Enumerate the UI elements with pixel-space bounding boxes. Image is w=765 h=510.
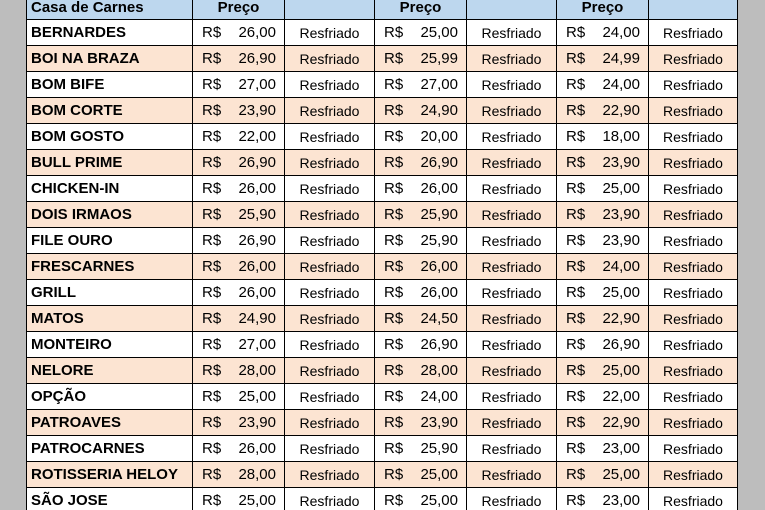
currency-symbol: R$ [566,258,586,275]
status-cell-3[interactable]: Resfriado [649,176,738,202]
status-cell-3[interactable]: Resfriado [649,150,738,176]
store-name-cell[interactable]: BERNARDES [27,20,193,46]
table-row [27,228,738,254]
price-value: 23,90 [238,414,276,431]
header-blank-1 [285,0,375,20]
currency-symbol: R$ [202,180,222,197]
header-preco-2: Preço [375,0,467,20]
status-cell-1[interactable]: Resfriado [285,176,375,202]
status-cell-2[interactable]: Resfriado [467,384,557,410]
price-cell-3[interactable] [557,488,649,510]
currency-symbol: R$ [202,206,222,223]
currency-symbol: R$ [202,466,222,483]
price-cell-3[interactable] [557,228,649,254]
currency-symbol: R$ [202,414,222,431]
status-cell-2[interactable]: Resfriado [467,488,557,510]
currency-symbol: R$ [566,440,586,457]
store-name-cell[interactable]: MATOS [27,306,193,332]
price-cell-1[interactable] [193,72,285,98]
price-value: 26,90 [420,154,458,171]
currency-symbol: R$ [566,102,586,119]
status-cell-2[interactable]: Resfriado [467,46,557,72]
price-value: 22,00 [602,388,640,405]
price-value: 25,00 [238,492,276,509]
price-table [26,0,738,510]
currency-symbol: R$ [566,24,586,41]
status-cell-2[interactable]: Resfriado [467,436,557,462]
store-name-cell[interactable]: BOM GOSTO [27,124,193,150]
status-cell-3[interactable]: Resfriado [649,410,738,436]
header-preco-1: Preço [193,0,285,20]
price-value: 26,90 [420,336,458,353]
header-blank-2 [467,0,557,20]
status-cell-3[interactable]: Resfriado [649,462,738,488]
price-cell-2[interactable] [375,72,467,98]
price-value: 23,00 [602,492,640,509]
price-value: 25,90 [420,440,458,457]
currency-symbol: R$ [566,388,586,405]
price-value: 25,99 [420,50,458,67]
currency-symbol: R$ [566,310,586,327]
price-cell-3[interactable] [557,280,649,306]
store-name-cell[interactable]: BOM BIFE [27,72,193,98]
price-cell-3[interactable] [557,72,649,98]
price-cell-2[interactable] [375,46,467,72]
price-value: 24,90 [420,102,458,119]
price-cell-1[interactable] [193,98,285,124]
status-cell-3[interactable]: Resfriado [649,72,738,98]
store-name-cell[interactable]: SÃO JOSE [27,488,193,510]
price-cell-3[interactable] [557,332,649,358]
status-cell-1[interactable]: Resfriado [285,72,375,98]
currency-symbol: R$ [384,388,404,405]
price-value: 26,90 [238,50,276,67]
price-value: 27,00 [238,76,276,93]
status-cell-2[interactable]: Resfriado [467,306,557,332]
price-cell-1[interactable] [193,20,285,46]
status-cell-2[interactable]: Resfriado [467,72,557,98]
price-value: 23,90 [602,206,640,223]
currency-symbol: R$ [384,414,404,431]
header-casa-de-carnes: Casa de Carnes [27,0,193,20]
price-value: 25,00 [420,466,458,483]
store-name-cell[interactable]: CHICKEN-IN [27,176,193,202]
price-value: 26,00 [420,284,458,301]
status-cell-2[interactable]: Resfriado [467,98,557,124]
price-cell-1[interactable] [193,488,285,510]
price-value: 26,00 [420,258,458,275]
store-name-cell[interactable]: ROTISSERIA HELOY [27,462,193,488]
status-cell-3[interactable]: Resfriado [649,228,738,254]
price-cell-3[interactable] [557,358,649,384]
price-value: 25,00 [420,492,458,509]
header-row [27,0,738,20]
store-name-cell[interactable]: BOM CORTE [27,98,193,124]
price-cell-3[interactable] [557,98,649,124]
table-row [27,98,738,124]
status-cell-2[interactable]: Resfriado [467,332,557,358]
currency-symbol: R$ [384,206,404,223]
table-row [27,306,738,332]
currency-symbol: R$ [202,76,222,93]
currency-symbol: R$ [384,50,404,67]
price-value: 23,90 [602,232,640,249]
price-cell-3[interactable] [557,254,649,280]
currency-symbol: R$ [566,180,586,197]
price-value: 26,00 [238,440,276,457]
status-cell-3[interactable]: Resfriado [649,332,738,358]
price-cell-3[interactable] [557,124,649,150]
price-value: 27,00 [238,336,276,353]
currency-symbol: R$ [202,154,222,171]
price-cell-2[interactable] [375,384,467,410]
status-cell-2[interactable]: Resfriado [467,358,557,384]
table-row [27,358,738,384]
status-cell-1[interactable]: Resfriado [285,306,375,332]
price-value: 22,90 [602,102,640,119]
status-cell-3[interactable]: Resfriado [649,98,738,124]
price-cell-1[interactable] [193,358,285,384]
currency-symbol: R$ [384,24,404,41]
store-name-cell[interactable]: PATROAVES [27,410,193,436]
price-cell-2[interactable] [375,124,467,150]
price-cell-2[interactable] [375,20,467,46]
price-value: 18,00 [602,128,640,145]
status-cell-2[interactable]: Resfriado [467,254,557,280]
price-value: 26,90 [602,336,640,353]
status-cell-3[interactable]: Resfriado [649,358,738,384]
status-cell-2[interactable]: Resfriado [467,462,557,488]
price-cell-1[interactable] [193,410,285,436]
currency-symbol: R$ [384,258,404,275]
price-value: 22,00 [238,128,276,145]
status-cell-2[interactable]: Resfriado [467,124,557,150]
store-name-cell[interactable]: MONTEIRO [27,332,193,358]
currency-symbol: R$ [566,284,586,301]
currency-symbol: R$ [566,466,586,483]
status-cell-1[interactable]: Resfriado [285,280,375,306]
price-cell-1[interactable] [193,254,285,280]
status-cell-2[interactable]: Resfriado [467,150,557,176]
status-cell-1[interactable]: Resfriado [285,436,375,462]
price-cell-2[interactable] [375,488,467,510]
price-value: 27,00 [420,76,458,93]
currency-symbol: R$ [202,102,222,119]
price-cell-3[interactable] [557,20,649,46]
status-cell-1[interactable]: Resfriado [285,384,375,410]
currency-symbol: R$ [384,180,404,197]
currency-symbol: R$ [202,232,222,249]
currency-symbol: R$ [384,310,404,327]
price-cell-3[interactable] [557,202,649,228]
price-cell-2[interactable] [375,254,467,280]
price-cell-3[interactable] [557,384,649,410]
price-cell-1[interactable] [193,228,285,254]
currency-symbol: R$ [384,466,404,483]
price-cell-1[interactable] [193,436,285,462]
currency-symbol: R$ [202,492,222,509]
price-value: 25,00 [238,388,276,405]
price-value: 26,90 [238,232,276,249]
store-name-cell[interactable]: NELORE [27,358,193,384]
currency-symbol: R$ [384,336,404,353]
table-body [27,20,738,510]
price-value: 25,90 [420,206,458,223]
currency-symbol: R$ [384,362,404,379]
price-value: 25,90 [420,232,458,249]
price-value: 24,90 [238,310,276,327]
status-cell-1[interactable]: Resfriado [285,462,375,488]
currency-symbol: R$ [384,284,404,301]
price-cell-3[interactable] [557,46,649,72]
price-value: 26,00 [238,258,276,275]
currency-symbol: R$ [202,258,222,275]
status-cell-3[interactable]: Resfriado [649,124,738,150]
status-cell-2[interactable]: Resfriado [467,228,557,254]
table-row [27,254,738,280]
currency-symbol: R$ [566,128,586,145]
table-row [27,410,738,436]
table-row [27,488,738,510]
currency-symbol: R$ [384,128,404,145]
currency-symbol: R$ [566,336,586,353]
currency-symbol: R$ [566,154,586,171]
table-row [27,202,738,228]
status-cell-1[interactable]: Resfriado [285,358,375,384]
currency-symbol: R$ [566,206,586,223]
price-cell-1[interactable] [193,280,285,306]
price-value: 23,90 [420,414,458,431]
price-cell-2[interactable] [375,462,467,488]
price-value: 28,00 [420,362,458,379]
price-cell-2[interactable] [375,436,467,462]
store-name-cell[interactable]: PATROCARNES [27,436,193,462]
price-value: 25,90 [238,206,276,223]
price-cell-1[interactable] [193,202,285,228]
price-value: 23,00 [602,440,640,457]
price-cell-2[interactable] [375,98,467,124]
status-cell-2[interactable]: Resfriado [467,280,557,306]
price-cell-1[interactable] [193,332,285,358]
table-row [27,384,738,410]
header-blank-3 [649,0,738,20]
price-value: 26,00 [420,180,458,197]
table-row [27,332,738,358]
price-cell-2[interactable] [375,410,467,436]
currency-symbol: R$ [566,76,586,93]
price-cell-2[interactable] [375,358,467,384]
table-row [27,20,738,46]
currency-symbol: R$ [384,102,404,119]
price-cell-3[interactable] [557,176,649,202]
price-cell-2[interactable] [375,202,467,228]
status-cell-3[interactable]: Resfriado [649,20,738,46]
store-name-cell[interactable]: DOIS IRMAOS [27,202,193,228]
price-value: 22,90 [602,414,640,431]
price-cell-3[interactable] [557,436,649,462]
currency-symbol: R$ [384,440,404,457]
price-cell-2[interactable] [375,332,467,358]
currency-symbol: R$ [384,232,404,249]
price-cell-3[interactable] [557,410,649,436]
price-value: 26,00 [238,284,276,301]
status-cell-1[interactable]: Resfriado [285,46,375,72]
currency-symbol: R$ [202,310,222,327]
status-cell-3[interactable]: Resfriado [649,306,738,332]
price-value: 24,00 [602,24,640,41]
status-cell-3[interactable]: Resfriado [649,488,738,510]
price-value: 26,00 [238,24,276,41]
price-value: 25,00 [420,24,458,41]
store-name-cell[interactable]: GRILL [27,280,193,306]
status-cell-3[interactable]: Resfriado [649,202,738,228]
price-value: 25,00 [602,466,640,483]
table-row [27,72,738,98]
store-name-cell[interactable]: FRESCARNES [27,254,193,280]
table-row [27,46,738,72]
currency-symbol: R$ [202,50,222,67]
price-value: 24,00 [602,258,640,275]
store-name-cell[interactable]: BOI NA BRAZA [27,46,193,72]
price-cell-1[interactable] [193,124,285,150]
currency-symbol: R$ [384,76,404,93]
price-value: 22,90 [602,310,640,327]
store-name-cell[interactable]: BULL PRIME [27,150,193,176]
price-cell-2[interactable] [375,306,467,332]
price-cell-2[interactable] [375,280,467,306]
price-value: 24,00 [420,388,458,405]
price-value: 28,00 [238,466,276,483]
price-value: 24,50 [420,310,458,327]
table-row [27,176,738,202]
currency-symbol: R$ [202,24,222,41]
status-cell-1[interactable]: Resfriado [285,488,375,510]
price-value: 26,00 [238,180,276,197]
table-row [27,124,738,150]
currency-symbol: R$ [566,492,586,509]
price-value: 24,00 [602,76,640,93]
table-row [27,150,738,176]
status-cell-1[interactable]: Resfriado [285,98,375,124]
currency-symbol: R$ [202,336,222,353]
price-cell-1[interactable] [193,176,285,202]
status-cell-3[interactable]: Resfriado [649,254,738,280]
currency-symbol: R$ [202,284,222,301]
price-cell-1[interactable] [193,306,285,332]
status-cell-3[interactable]: Resfriado [649,280,738,306]
status-cell-1[interactable]: Resfriado [285,202,375,228]
status-cell-1[interactable]: Resfriado [285,410,375,436]
price-cell-1[interactable] [193,384,285,410]
status-cell-1[interactable]: Resfriado [285,20,375,46]
price-cell-3[interactable] [557,150,649,176]
price-value: 24,99 [602,50,640,67]
price-cell-2[interactable] [375,228,467,254]
status-cell-1[interactable]: Resfriado [285,332,375,358]
currency-symbol: R$ [566,414,586,431]
status-cell-1[interactable]: Resfriado [285,150,375,176]
table-row [27,462,738,488]
price-value: 20,00 [420,128,458,145]
status-cell-3[interactable]: Resfriado [649,46,738,72]
currency-symbol: R$ [202,362,222,379]
price-value: 25,00 [602,180,640,197]
price-value: 28,00 [238,362,276,379]
table-row [27,280,738,306]
status-cell-2[interactable]: Resfriado [467,176,557,202]
price-cell-1[interactable] [193,462,285,488]
currency-symbol: R$ [566,50,586,67]
price-cell-2[interactable] [375,176,467,202]
status-cell-1[interactable]: Resfriado [285,228,375,254]
status-cell-3[interactable]: Resfriado [649,436,738,462]
status-cell-1[interactable]: Resfriado [285,124,375,150]
price-value: 25,00 [602,362,640,379]
currency-symbol: R$ [202,388,222,405]
currency-symbol: R$ [202,440,222,457]
price-cell-2[interactable] [375,150,467,176]
status-cell-2[interactable]: Resfriado [467,202,557,228]
price-value: 25,00 [602,284,640,301]
status-cell-2[interactable]: Resfriado [467,20,557,46]
price-cell-1[interactable] [193,46,285,72]
status-cell-1[interactable]: Resfriado [285,254,375,280]
store-name-cell[interactable]: OPÇÃO [27,384,193,410]
price-value: 23,90 [238,102,276,119]
store-name-cell[interactable]: FILE OURO [27,228,193,254]
price-cell-3[interactable] [557,462,649,488]
currency-symbol: R$ [384,492,404,509]
price-cell-3[interactable] [557,306,649,332]
table-row [27,436,738,462]
price-value: 26,90 [238,154,276,171]
currency-symbol: R$ [202,128,222,145]
status-cell-3[interactable]: Resfriado [649,384,738,410]
price-cell-1[interactable] [193,150,285,176]
header-preco-3: Preço [557,0,649,20]
currency-symbol: R$ [566,232,586,249]
currency-symbol: R$ [384,154,404,171]
currency-symbol: R$ [566,362,586,379]
status-cell-2[interactable]: Resfriado [467,410,557,436]
price-value: 23,90 [602,154,640,171]
